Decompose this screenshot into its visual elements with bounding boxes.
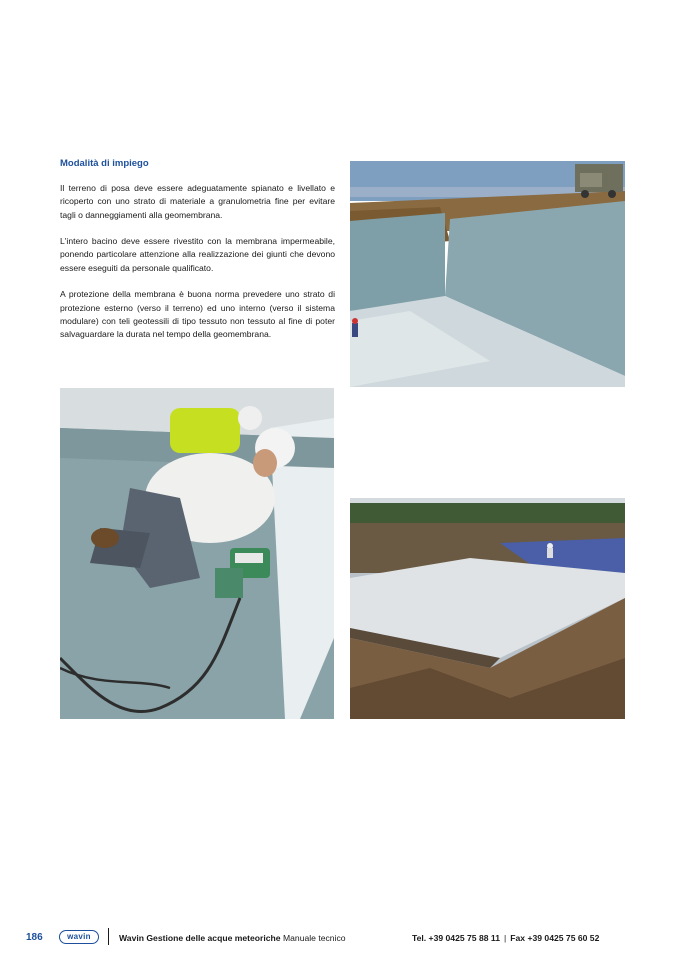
paragraph-1: Il terreno di posa deve essere adeguatamente spianato e livellato e ricoperto con uno strato di materiale a granulometria fine per evitare tagli o danneggiamenti alla geomembrana. <box>60 183 335 220</box>
paragraph-3: A protezione della membrana è buona norma prevedere uno strato di protezione esterno (verso il terreno) ed uno interno (verso il sistema modulare) con teli geotessili di tipo tessuto non tessuto al fine di poter salvaguardare la durata nel tempo della geomembrana. <box>60 289 335 340</box>
page-number: 186 <box>26 932 43 943</box>
footer-title-regular: Manuale tecnico <box>282 933 346 943</box>
photo-welding-membrane <box>60 388 334 719</box>
wavin-logo: wavin <box>59 930 99 944</box>
footer-contact <box>412 933 599 943</box>
footer-tel: Tel. +39 0425 75 88 11 <box>412 933 501 943</box>
section-heading: Modalità di impiego <box>60 158 149 169</box>
body-text <box>60 182 335 355</box>
footer-title-bold: Wavin Gestione delle acque meteoriche <box>119 933 281 943</box>
photo-excavation-geotextile <box>350 498 625 719</box>
footer-fax: Fax +39 0425 75 60 52 <box>510 933 600 943</box>
footer-separator: | <box>504 933 507 943</box>
paragraph-2: L'intero bacino deve essere rivestito con la membrana impermeabile, ponendo particolare attenzione alla realizzazione dei giunti che devono essere eseguiti da personale qualificato. <box>60 236 335 273</box>
photo-basin-lining <box>350 161 625 387</box>
page-footer <box>0 926 677 950</box>
footer-title <box>119 933 346 943</box>
footer-divider <box>108 928 109 945</box>
